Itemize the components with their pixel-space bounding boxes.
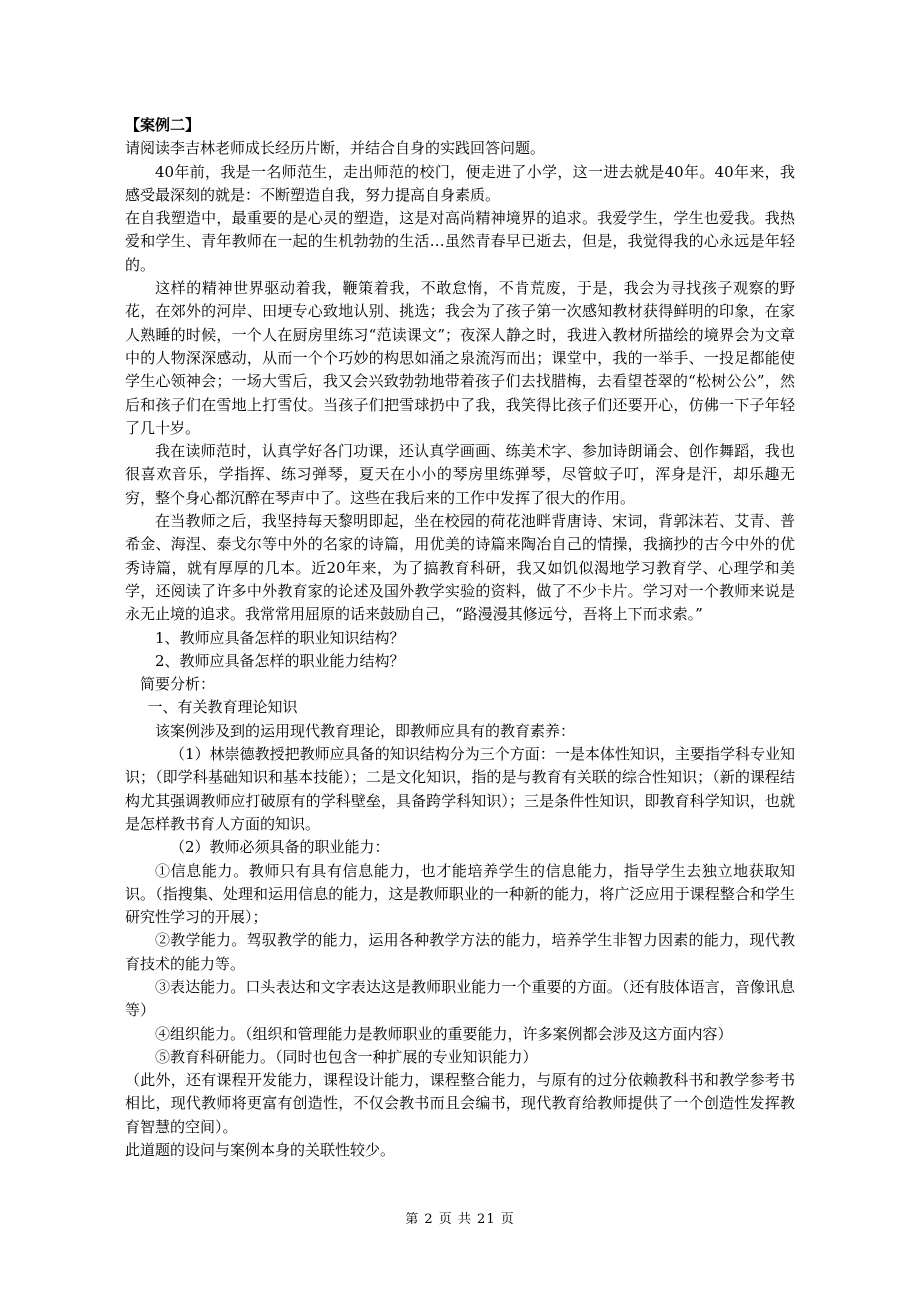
question-2: 2、教师应具备怎样的职业能力结构？ bbox=[155, 651, 405, 670]
paragraph-other-abilities: （此外，还有课程开发能力，课程设计能力，课程整合能力，与原有的过分依赖教科书和教学参考书相比，现代教师将更富有创造性，不仅会教书而且会编书，现代教育给教师提供了一个创造性发挥教育智慧的空间）。 bbox=[125, 1071, 795, 1136]
paragraph-spirit: 这样的精神世界驱动着我，鞭策着我，不敢怠惰，不肯荒废，于是，我会为寻找孩子观察的野花，在郊外的河岸、田埂专心致地认别、挑选；我会为了孩子第一次感知教材获得鲜明的印象，在家人熟睡的时候，一个人在厨房里练习“范读课文”；夜深人静之时，我进入教材所描绘的境界会为文章中的人物深深感动，从而一个个巧妙的构思如涌之泉流泻而出；课堂中，我的一举手、一投足都能使学生心领神会；一场大雪后，我又会兴致勃勃地带着孩子们去找腊梅，去看望苍翠的“松树公公”，然后和孩子们在雪地上打雪仗。当孩子们把雪球扔中了我，我笑得比孩子们还要开心，仿佛一下子年轻了几十岁。 bbox=[125, 279, 795, 437]
paragraph-instruction: 请阅读李吉林老师成长经历片断，并结合自身的实践回答问题。 bbox=[125, 139, 546, 158]
ability-teaching: ②教学能力。驾驭教学的能力，运用各种教学方法的能力，培养学生非智力因素的能力，现代教育技术的能力等。 bbox=[125, 931, 795, 973]
section-theory: 一、有关教育理论知识 bbox=[147, 698, 298, 717]
question-1: 1、教师应具备怎样的职业知识结构？ bbox=[155, 628, 405, 647]
paragraph-ability-heading: （2）教师必须具备的职业能力： bbox=[170, 838, 390, 857]
page-footer: 第 2 页 共 21 页 bbox=[405, 1212, 515, 1227]
paragraph-conclusion: 此道题的设问与案例本身的关联性较少。 bbox=[125, 1141, 396, 1160]
paragraph-self-shaping: 在自我塑造中，最重要的是心灵的塑造，这是对高尚精神境界的追求。我爱学生，学生也爱我。我热爱和学生、青年教师在一起的生机勃勃的生活…虽然青春早已逝去，但是，我觉得我的心永远是年轻的。 bbox=[125, 209, 795, 274]
ability-expression: ③表达能力。口头表达和文字表达这是教师职业能力一个重要的方面。（还有肢体语言，音像讯息等） bbox=[125, 977, 795, 1020]
paragraph-theory-intro: 该案例涉及到的运用现代教育理论，即教师应具有的教育素养： bbox=[155, 721, 576, 740]
paragraph-intro: 40年前，我是一名师范生，走出师范的校门，便走进了小学，这一进去就是40年。40年来，我感受最深刻的就是：不断塑造自我，努力提高自身素质。 bbox=[125, 162, 795, 204]
ability-information: ①信息能力。教师只有具有信息能力，也才能培养学生的信息能力，指导学生去独立地获取知识。（指搜集、处理和运用信息的能力，这是教师职业的一种新的能力，将广泛应用于课程整合和学生研究性学习的开展）； bbox=[125, 861, 795, 927]
ability-organization: ④组织能力。（组织和管理能力是教师职业的重要能力，许多案例都会涉及这方面内容） bbox=[155, 1024, 733, 1043]
analysis-label: 简要分析： bbox=[140, 675, 216, 694]
paragraph-as-teacher: 在当教师之后，我坚持每天黎明即起，坐在校园的荷花池畔背唐诗、宋词，背郭沫若、艾青、普希金、海涅、泰戈尔等中外的名家的诗篇，用优美的诗篇来陶冶自己的情操，我摘抄的古今中外的优秀诗篇，就有厚厚的几本。近20年来，为了搞教育科研，我又如饥似渴地学习教育学、心理学和美学，还阅读了许多中外教育家的论述及国外教学实验的资料，做了不少卡片。学习对一个教师来说是永无止境的追求。我常常用屈原的话来鼓励自己，“路漫漫其修远兮，吾将上下而求索。” bbox=[125, 512, 795, 624]
paragraph-normal-school: 我在读师范时，认真学好各门功课，还认真学画画、练美术字、参加诗朗诵会、创作舞蹈，我也很喜欢音乐，学指挥、练习弹琴，夏天在小小的琴房里练弹琴，尽管蚊子叮，浑身是汗，却乐趣无穷，整个身心都沉醉在琴声中了。这些在我后来的工作中发挥了很大的作用。 bbox=[125, 442, 795, 507]
ability-research: ⑤教育科研能力。（同时也包含一种扩展的专业知识能力） bbox=[155, 1047, 538, 1066]
paragraph-knowledge-structure: （1）林崇德教授把教师应具备的知识结构分为三个方面：一是本体性知识，主要指学科专业知识；（即学科基础知识和基本技能）；二是文化知识，指的是与教育有关联的综合性知识；（新的课程结构尤其强调教师应打破原有的学科壁垒，具备跨学科知识）；三是条件性知识，即教育科学知识，也就是怎样教书育人方面的知识。 bbox=[125, 745, 795, 833]
case-heading: 【案例二】 bbox=[125, 116, 201, 134]
document-body bbox=[125, 114, 795, 1162]
